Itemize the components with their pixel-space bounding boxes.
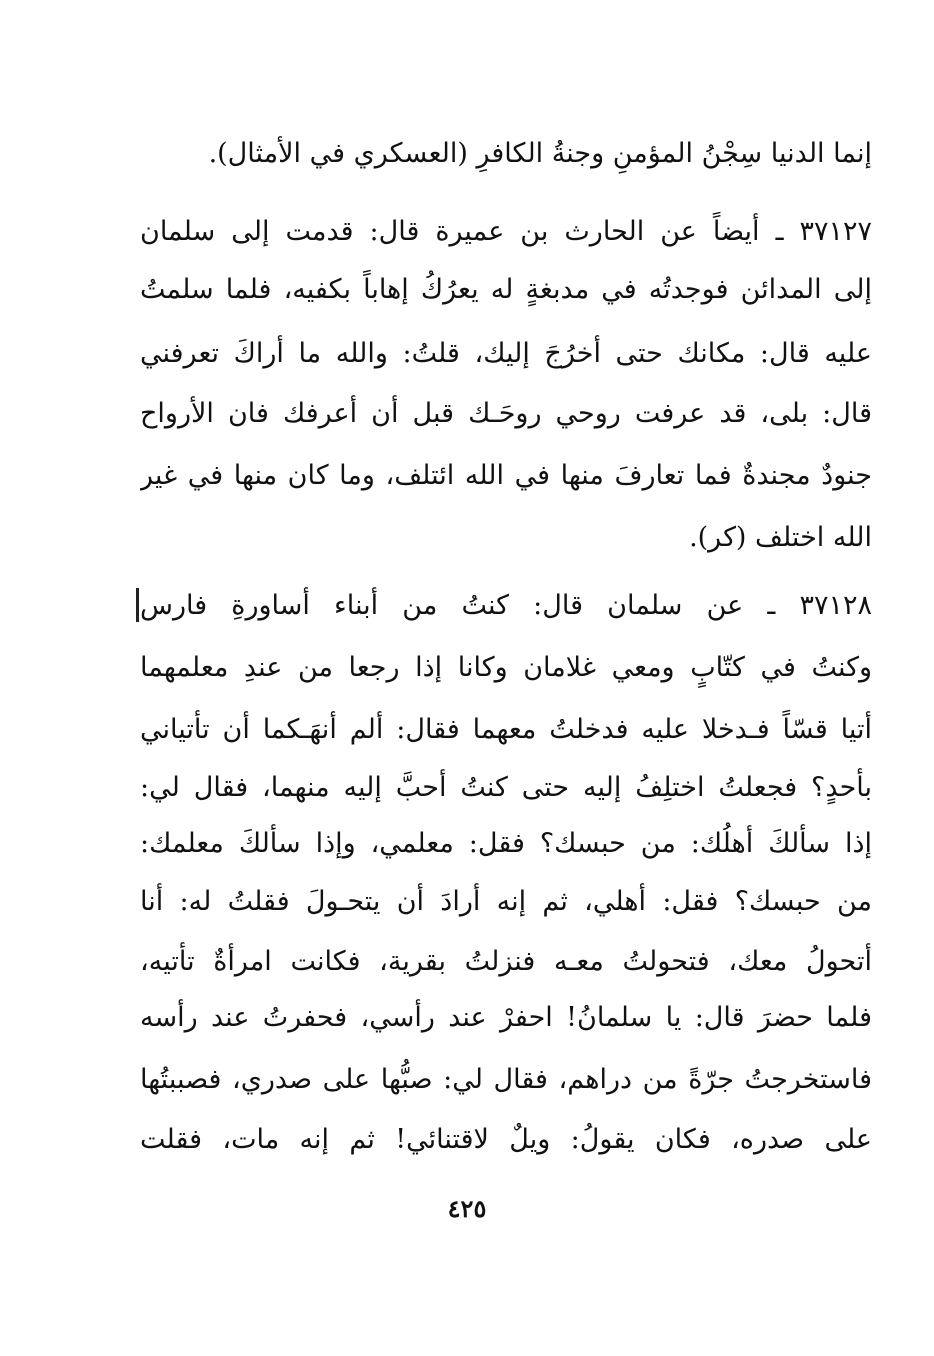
text-line-13: من حبسك؟ فقل: أهلي، ثم إنه أرادَ أن يتحـولَ فقلتُ له: أنا (140, 886, 872, 917)
text-line-2: ٣٧١٢٧ ـ أيضاً عن الحارث بن عميرة قال: قدمت إلى سلمان (140, 216, 872, 247)
text-line-4: عليه قال: مكانك حتى أخرُجَ إليك، قلتُ: والله ما أراكَ تعرفني (140, 338, 872, 369)
text-line-7: الله اختلف (كر). (689, 522, 872, 553)
text-line-5: قال: بلى، قد عرفت روحي روحَـك قبل أن أعرفك فان الأرواح (140, 398, 872, 429)
text-line-8: ٣٧١٢٨ ـ عن سلمان قال: كنتُ من أبناء أساورةِ فارس (140, 590, 872, 621)
text-line-11: بأحدٍ؟ فجعلتُ اختلِفُ إليه حتى كنتُ أحبَّ إليه منهما، فقال لي: (140, 772, 872, 803)
text-line-1: إنما الدنيا سِجْنُ المؤمنِ وجنةُ الكافرِ (العسكري في الأمثال). (208, 138, 872, 169)
margin-mark (136, 588, 139, 622)
text-line-10: أتيا قسّاً فـدخلا عليه فدخلتُ معهما فقال: ألم أنهَـكما أن تأتياني (140, 714, 872, 745)
text-line-6: جنودٌ مجندةٌ فما تعارفَ منها في الله ائتلف، وما كان منها في غير (140, 460, 872, 491)
text-line-3: إلى المدائن فوجدتُه في مدبغةٍ له يعرُكُ إهاباً بكفيه، فلما سلمتُ (140, 274, 872, 305)
text-line-16: فاستخرجتُ جرّةً من دراهم، فقال لي: صبُّها على صدري، فصببتُها (140, 1064, 872, 1095)
text-line-17: على صدره، فكان يقولُ: ويلٌ لاقتنائي! ثم إنه مات، فقلت (140, 1124, 872, 1155)
text-line-14: أتحولُ معك، فتحولتُ معـه فنزلتُ بقرية، فكانت امرأةٌ تأتيه، (140, 946, 872, 977)
text-line-9: وكنتُ في كتّابٍ ومعي غلامان وكانا إذا رجعا من عندِ معلمهما (140, 652, 872, 683)
page-number: ٤٢٥ (447, 1194, 487, 1223)
text-line-12: إذا سألكَ أهلُك: من حبسك؟ فقل: معلمي، وإذا سألكَ معلمك: (140, 828, 872, 859)
text-line-15: فلما حضرَ قال: يا سلمانُ! احفرْ عند رأسي، فحفرتُ عند رأسه (140, 1002, 872, 1033)
